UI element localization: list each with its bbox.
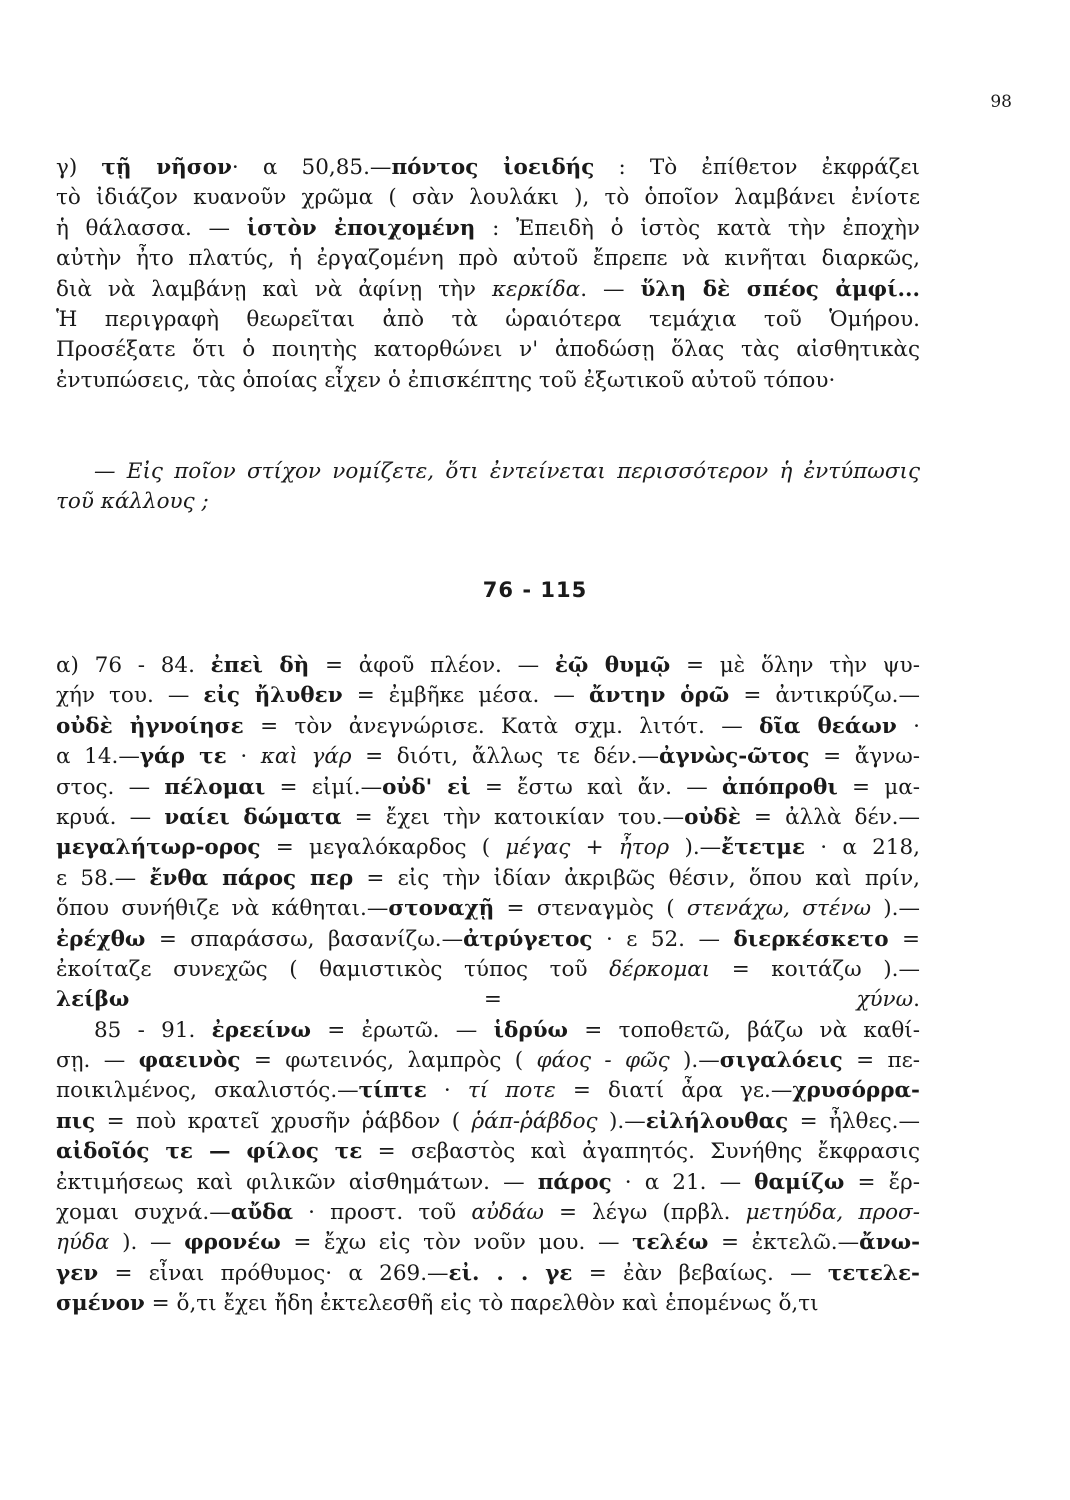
text-line (56, 651, 920, 681)
italic-text: — Εἰς ποῖον στίχον νομίζετε, ὅτι ἐντείνεται περισσότερον ἡ ἐντύπωσις (94, 459, 920, 484)
headword: ἔτετμε (721, 835, 806, 861)
text-run: = ἐμβῆκε μέσα. — (342, 683, 589, 709)
text-run: = ἀλλὰ δέν.— (740, 804, 920, 830)
text-run: Ἡ περιγραφὴ θεωρεῖται ἀπὸ τὰ ὡραιότερα τεμάχια τοῦ Ὁμήρου. (56, 306, 920, 332)
italic-text: φάος - φῶς (536, 1048, 670, 1074)
text-run: = διότι, ἄλλως τε δέν.— (351, 744, 659, 770)
headword: ναίει δώματα (164, 804, 342, 830)
headword: πάρος (537, 1169, 612, 1195)
text-run: = ἄγνω- (809, 744, 920, 770)
text-run: ).— (669, 1048, 720, 1074)
headword: οὐδ' εἰ (382, 774, 471, 800)
text-line (56, 1137, 920, 1167)
headword: ἐρέχθω (56, 926, 146, 952)
headword: μεγαλήτωρ-ορος (56, 835, 261, 861)
text-line (56, 712, 920, 742)
headword: ἔνθα πάρος περ (149, 865, 354, 891)
text-run: ἐκτιμήσεως καὶ φιλικῶν αἰσθημάτων. — (56, 1169, 538, 1195)
text-run: : Τὸ ἐπίθετον ἐκφράζει (594, 155, 920, 180)
text-run: ε 58.— (56, 865, 150, 891)
text-run: ). — (109, 1230, 185, 1256)
text-line (56, 214, 920, 244)
text-line (56, 894, 920, 924)
text-line (56, 803, 920, 833)
text-run: 85 - 91. (94, 1017, 212, 1043)
text-line (56, 335, 920, 365)
headword: τελέω (632, 1230, 709, 1256)
text-run: = στεναγμὸς ( (494, 896, 687, 922)
text-run: · (426, 1078, 468, 1104)
text-line (56, 955, 920, 985)
italic-text: ῥάπ-ῥάβδος (471, 1108, 598, 1134)
text-line (56, 773, 920, 803)
headword: τῇ νῆσον (101, 155, 232, 180)
text-run: = εἰς τὴν ἰδίαν ἀκριβῶς θέσιν, ὅπου καὶ πρίν, (353, 865, 920, 891)
italic-text: τοῦ κάλλους ; (56, 489, 209, 515)
text-line (56, 925, 920, 955)
headword: σμένον (56, 1291, 145, 1317)
headword: φαεινὸς (138, 1048, 241, 1074)
text-run: = σπαράσσω, βασανίζω.— (145, 926, 464, 952)
text-run: = ἐρωτῶ. — (310, 1017, 494, 1043)
headword: αἰδοῖός τε — φίλος τε (56, 1139, 363, 1165)
text-line (56, 275, 920, 305)
text-run: χήν του. — (56, 683, 204, 709)
text-run: = ἔχει τὴν κατοικίαν του.— (341, 804, 685, 830)
headword: φρονέω (184, 1230, 281, 1256)
headword: ἐπεὶ δὴ (210, 653, 310, 678)
paragraph-glossary (56, 651, 920, 1320)
text-run: · (896, 713, 920, 739)
headword: ἱστὸν ἐποιχομένη (246, 215, 476, 241)
text-run: . (913, 987, 920, 1013)
text-run: γ) (56, 155, 102, 180)
headword: ἄντην ὁρῶ (588, 683, 730, 709)
text-line (56, 742, 920, 772)
text-run: = εἰμί.— (265, 774, 383, 800)
text-run: α) 76 - 84. (56, 653, 211, 678)
headword: δῖα θεάων (759, 713, 897, 739)
text-line (56, 833, 920, 863)
headword: πόντος ἰοειδής (391, 155, 595, 180)
headword: σιγαλόεις (719, 1048, 843, 1074)
text-run: = σεβαστὸς καὶ ἀγαπητός. Συνήθης ἔκφρασις (362, 1139, 920, 1165)
text-run: · (226, 744, 261, 770)
text-line (56, 305, 920, 335)
page-number: 98 (990, 92, 1012, 112)
text-run: = τοποθετῶ, βάζω νὰ καθί- (568, 1017, 920, 1043)
text-run: · ε 52. — (592, 926, 734, 952)
text-line (56, 153, 920, 183)
text-run: = ὅ,τι ἔχει ἤδη ἐκτελεσθῆ εἰς τὸ παρελθὸν καὶ ἑπομένως ὅ,τι (144, 1291, 819, 1317)
text-run: = λέγω (πρβλ. (543, 1200, 746, 1226)
text-run: ὅπου συνήθιζε νὰ κάθηται.— (56, 896, 389, 922)
text-run: = ἔχω εἰς τὸν νοῦν μου. — (280, 1230, 633, 1256)
text-run: = μὲ ὅλην τὴν ψυ- (670, 653, 920, 678)
italic-text: κερκίδα (491, 276, 581, 302)
text-line (56, 1259, 920, 1289)
headword: οὐδὲ (684, 804, 741, 830)
headword: αὔδα (230, 1200, 294, 1226)
headword: ὕλη δὲ σπέος ἀμφί... (640, 276, 920, 302)
text-run: . — (580, 276, 641, 302)
text-run: = πε- (842, 1048, 920, 1074)
headword: εἰλήλουθας (645, 1108, 789, 1134)
headword: ἐῷ θυμῷ (554, 653, 671, 678)
text-line (56, 183, 920, 213)
headword: πις (56, 1108, 96, 1134)
section-heading-verses: 76 - 115 (482, 578, 588, 602)
text-line (56, 1289, 920, 1319)
text-run: = ἔρ- (844, 1169, 920, 1195)
text-run: = ἐὰν βεβαίως. — (572, 1260, 828, 1286)
text-run: = ποὺ κρατεῖ χρυσῆν ῥάβδον ( (95, 1108, 472, 1134)
italic-text: ηύδα (56, 1230, 110, 1256)
text-run: στος. — (56, 774, 165, 800)
italic-text: χύνω (856, 987, 914, 1013)
headword: γεν (56, 1260, 99, 1286)
headword: χρυσόρρα- (792, 1078, 920, 1104)
text-run: · α 21. — (611, 1169, 755, 1195)
text-run: = κοιτάζω ).— (710, 956, 920, 982)
headword: πέλομαι (164, 774, 266, 800)
italic-text: αὐδάω (471, 1200, 544, 1226)
text-run: = φωτεινός, λαμπρὸς ( (240, 1048, 537, 1074)
text-run: = διατί ἆρα γε.— (555, 1078, 793, 1104)
text-line (56, 1107, 920, 1137)
text-run: α 14.— (56, 744, 140, 770)
text-run: ἐκοίταζε συνεχῶς ( θαμιστικὸς τύπος τοῦ (56, 956, 610, 982)
text-line (56, 366, 920, 396)
text-run: Προσέξατε ὅτι ὁ ποιητὴς κατορθώνει ν' ἀποδώσῃ ὅλας τὰς αἰσθητικὰς (56, 337, 920, 363)
text-line (56, 457, 920, 487)
text-run: : Ἐπειδὴ ὁ ἱστὸς κατὰ τὴν ἐποχὴν (475, 215, 920, 241)
text-line (56, 1198, 920, 1228)
paragraph-question (56, 457, 920, 518)
text-line (56, 1168, 920, 1198)
text-run: ).— (870, 896, 920, 922)
text-run: = ἔστω καὶ ἄν. — (470, 774, 722, 800)
italic-text: στενάχω, στένω (686, 896, 871, 922)
headword: στοναχῇ (388, 896, 495, 922)
text-run: = ἀντικρύζω.— (729, 683, 920, 709)
headword: ἐρεείνω (211, 1017, 311, 1043)
text-run: = (888, 926, 920, 952)
text-run: αὐτὴν ἦτο πλατύς, ἡ ἐργαζομένη πρὸ αὐτοῦ ἔπρεπε νὰ κινῆται διαρκῶς, (56, 246, 920, 272)
headword: τίπτε (358, 1078, 427, 1104)
text-run: ).— (597, 1108, 646, 1134)
text-run: · προστ. τοῦ (293, 1200, 472, 1226)
headword: θαμίζω (754, 1169, 845, 1195)
headword: ἀπόπροθι (722, 774, 838, 800)
text-line (56, 1076, 920, 1106)
headword: ἀγνὼς-ῶτος (658, 744, 810, 770)
text-run: διὰ νὰ λαμβάνῃ καὶ νὰ ἀφίνῃ τὴν (56, 276, 492, 302)
text-run: χομαι συχνά.— (56, 1200, 231, 1226)
text-line (56, 985, 920, 1015)
text-run: ).— (669, 835, 722, 861)
text-run: ἐντυπώσεις, τὰς ὁποίας εἶχεν ὁ ἐπισκέπτης τοῦ ἐξωτικοῦ αὐτοῦ τόπου· (56, 367, 836, 393)
text-run: · α 218, (805, 835, 920, 861)
headword: οὐδὲ ἠγνοίησε (56, 713, 244, 739)
text-run: κρυά. — (56, 804, 165, 830)
text-run: τὸ ἰδιάζον κυανοῦν χρῶμα ( σὰν λουλάκι ), τὸ ὁποῖον λαμβάνει ἐνίοτε (56, 185, 920, 211)
text-run: = ἀφοῦ πλέον. — (309, 653, 555, 678)
headword: ἀτρύγετος (463, 926, 593, 952)
italic-text: μετηύδα, προσ- (745, 1200, 920, 1226)
italic-text: τί ποτε (467, 1078, 556, 1104)
headword: ἱδρύω (493, 1017, 569, 1043)
headword: γάρ τε (139, 744, 227, 770)
text-line (56, 1228, 920, 1258)
text-run: σῃ. — (56, 1048, 139, 1074)
headword: εἰς ἤλυθεν (203, 683, 343, 709)
text-run: = τὸν ἀνεγνώρισε. Κατὰ σχμ. λιτότ. — (243, 713, 760, 739)
headword: λείβω (56, 987, 130, 1013)
italic-text: μέγας + ἦτορ (505, 835, 670, 861)
text-line (56, 487, 920, 517)
paragraph-commentary-gamma (56, 153, 920, 396)
text-line (56, 681, 920, 711)
italic-text: δέρκομαι (609, 956, 711, 982)
text-line (56, 1016, 920, 1046)
headword: διερκέσκετο (733, 926, 889, 952)
headword: ἄνω- (859, 1230, 920, 1256)
text-line (56, 864, 920, 894)
text-run: = ἦλθες.— (788, 1108, 920, 1134)
italic-text: καὶ γάρ (260, 744, 352, 770)
text-line (56, 1046, 920, 1076)
text-run: ποικιλμένος, σκαλιστός.— (56, 1078, 359, 1104)
text-run: = μεγαλόκαρδος ( (260, 835, 506, 861)
text-run: ἡ θάλασσα. — (56, 215, 247, 241)
text-line (56, 244, 920, 274)
text-run: = (129, 987, 857, 1013)
text-run: = εἶναι πρόθυμος· α 269.— (98, 1260, 449, 1286)
text-run: = ἐκτελῶ.— (708, 1230, 860, 1256)
text-run: · α 50,85.— (231, 155, 392, 180)
headword: εἰ. . . γε (448, 1260, 573, 1286)
headword: τετελε- (827, 1260, 920, 1286)
text-run: = μα- (837, 774, 920, 800)
